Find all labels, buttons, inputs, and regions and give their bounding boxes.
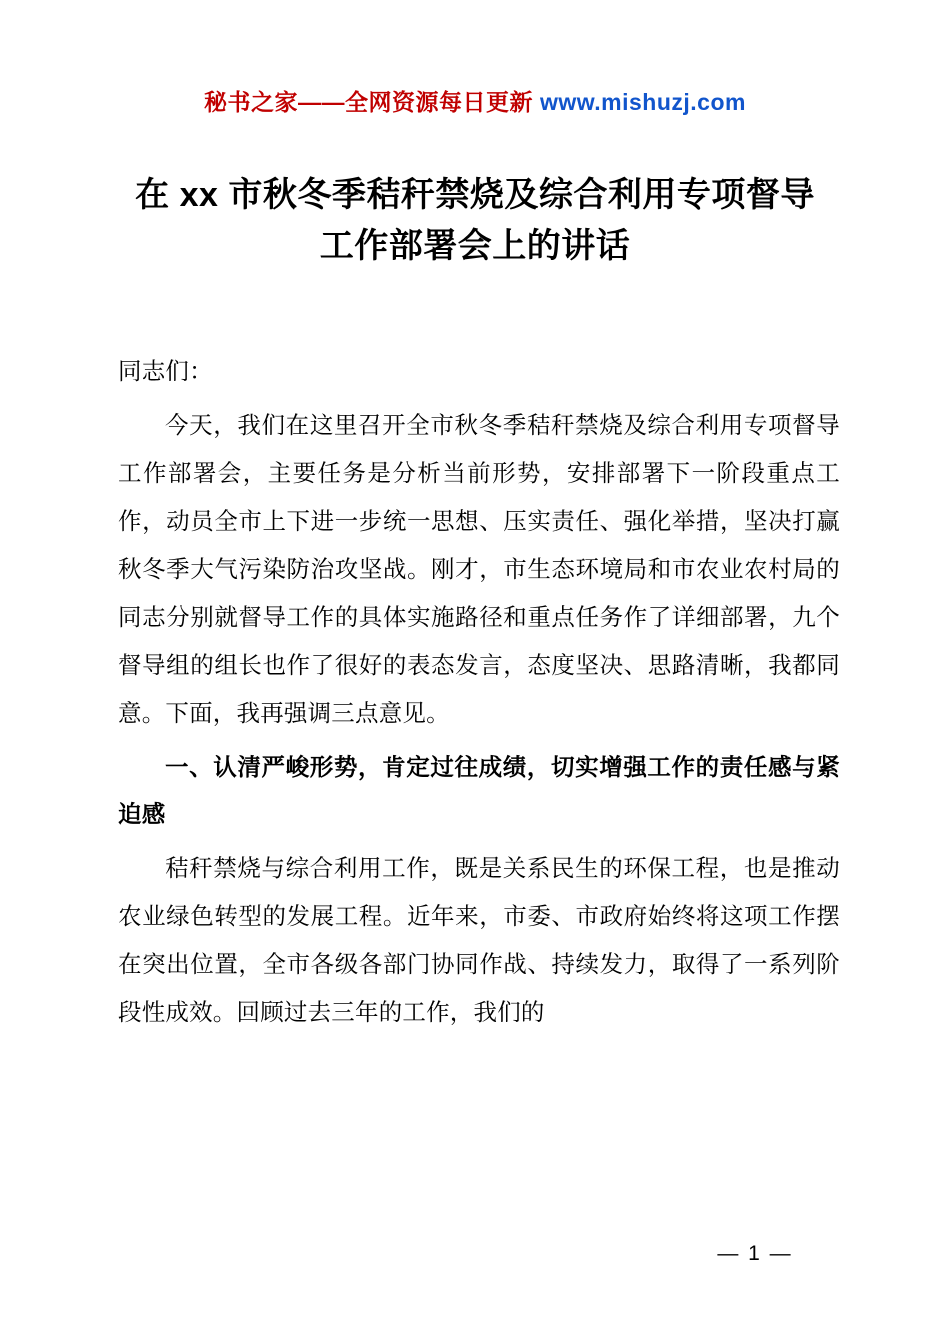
paragraph-1: 今天，我们在这里召开全市秋冬季秸秆禁烧及综合利用专项督导工作部署会，主要任务是分析当前形势，安排部署下一阶段重点工作，动员全市上下进一步统一思想、压实责任、强化举措，坚决打赢秋冬季大气污染防治攻坚战。刚才，市生态环境局和市农业农村局的同志分别就督导工作的具体实施路径和重点任务作了详细部署，九个督导组的组长也作了很好的表态发言，态度坚决、思路清晰，我都同意。下面，我再强调三点意见。 (118, 411, 840, 726)
paragraph-2-heading: 一、认清严峻形势，肯定过往成绩，切实增强工作的责任感与紧迫感 (118, 753, 840, 828)
watermark-url[interactable]: www.mishuzj.com (539, 89, 746, 115)
document-body (118, 348, 840, 1043)
salutation: 同志们： (118, 358, 213, 384)
paragraph-3: 秸秆禁烧与综合利用工作，既是关系民生的环保工程，也是推动农业绿色转型的发展工程。近年来，市委、市政府始终将这项工作摆在突出位置，全市各级各部门协同作战、持续发力，取得了一系列阶段性成效。回顾过去三年的工作，我们的 (118, 855, 840, 1026)
watermark-tagline: ——全网资源每日更新 (298, 89, 534, 115)
site-watermark (0, 84, 950, 117)
watermark-brand: 秘书之家 (204, 89, 299, 115)
page-title: 在 xx 市秋冬季秸秆禁烧及综合利用专项督导工作部署会上的讲话 (135, 176, 815, 265)
page-number (0, 1242, 950, 1266)
page-number-text: — 1 — (717, 1242, 793, 1265)
